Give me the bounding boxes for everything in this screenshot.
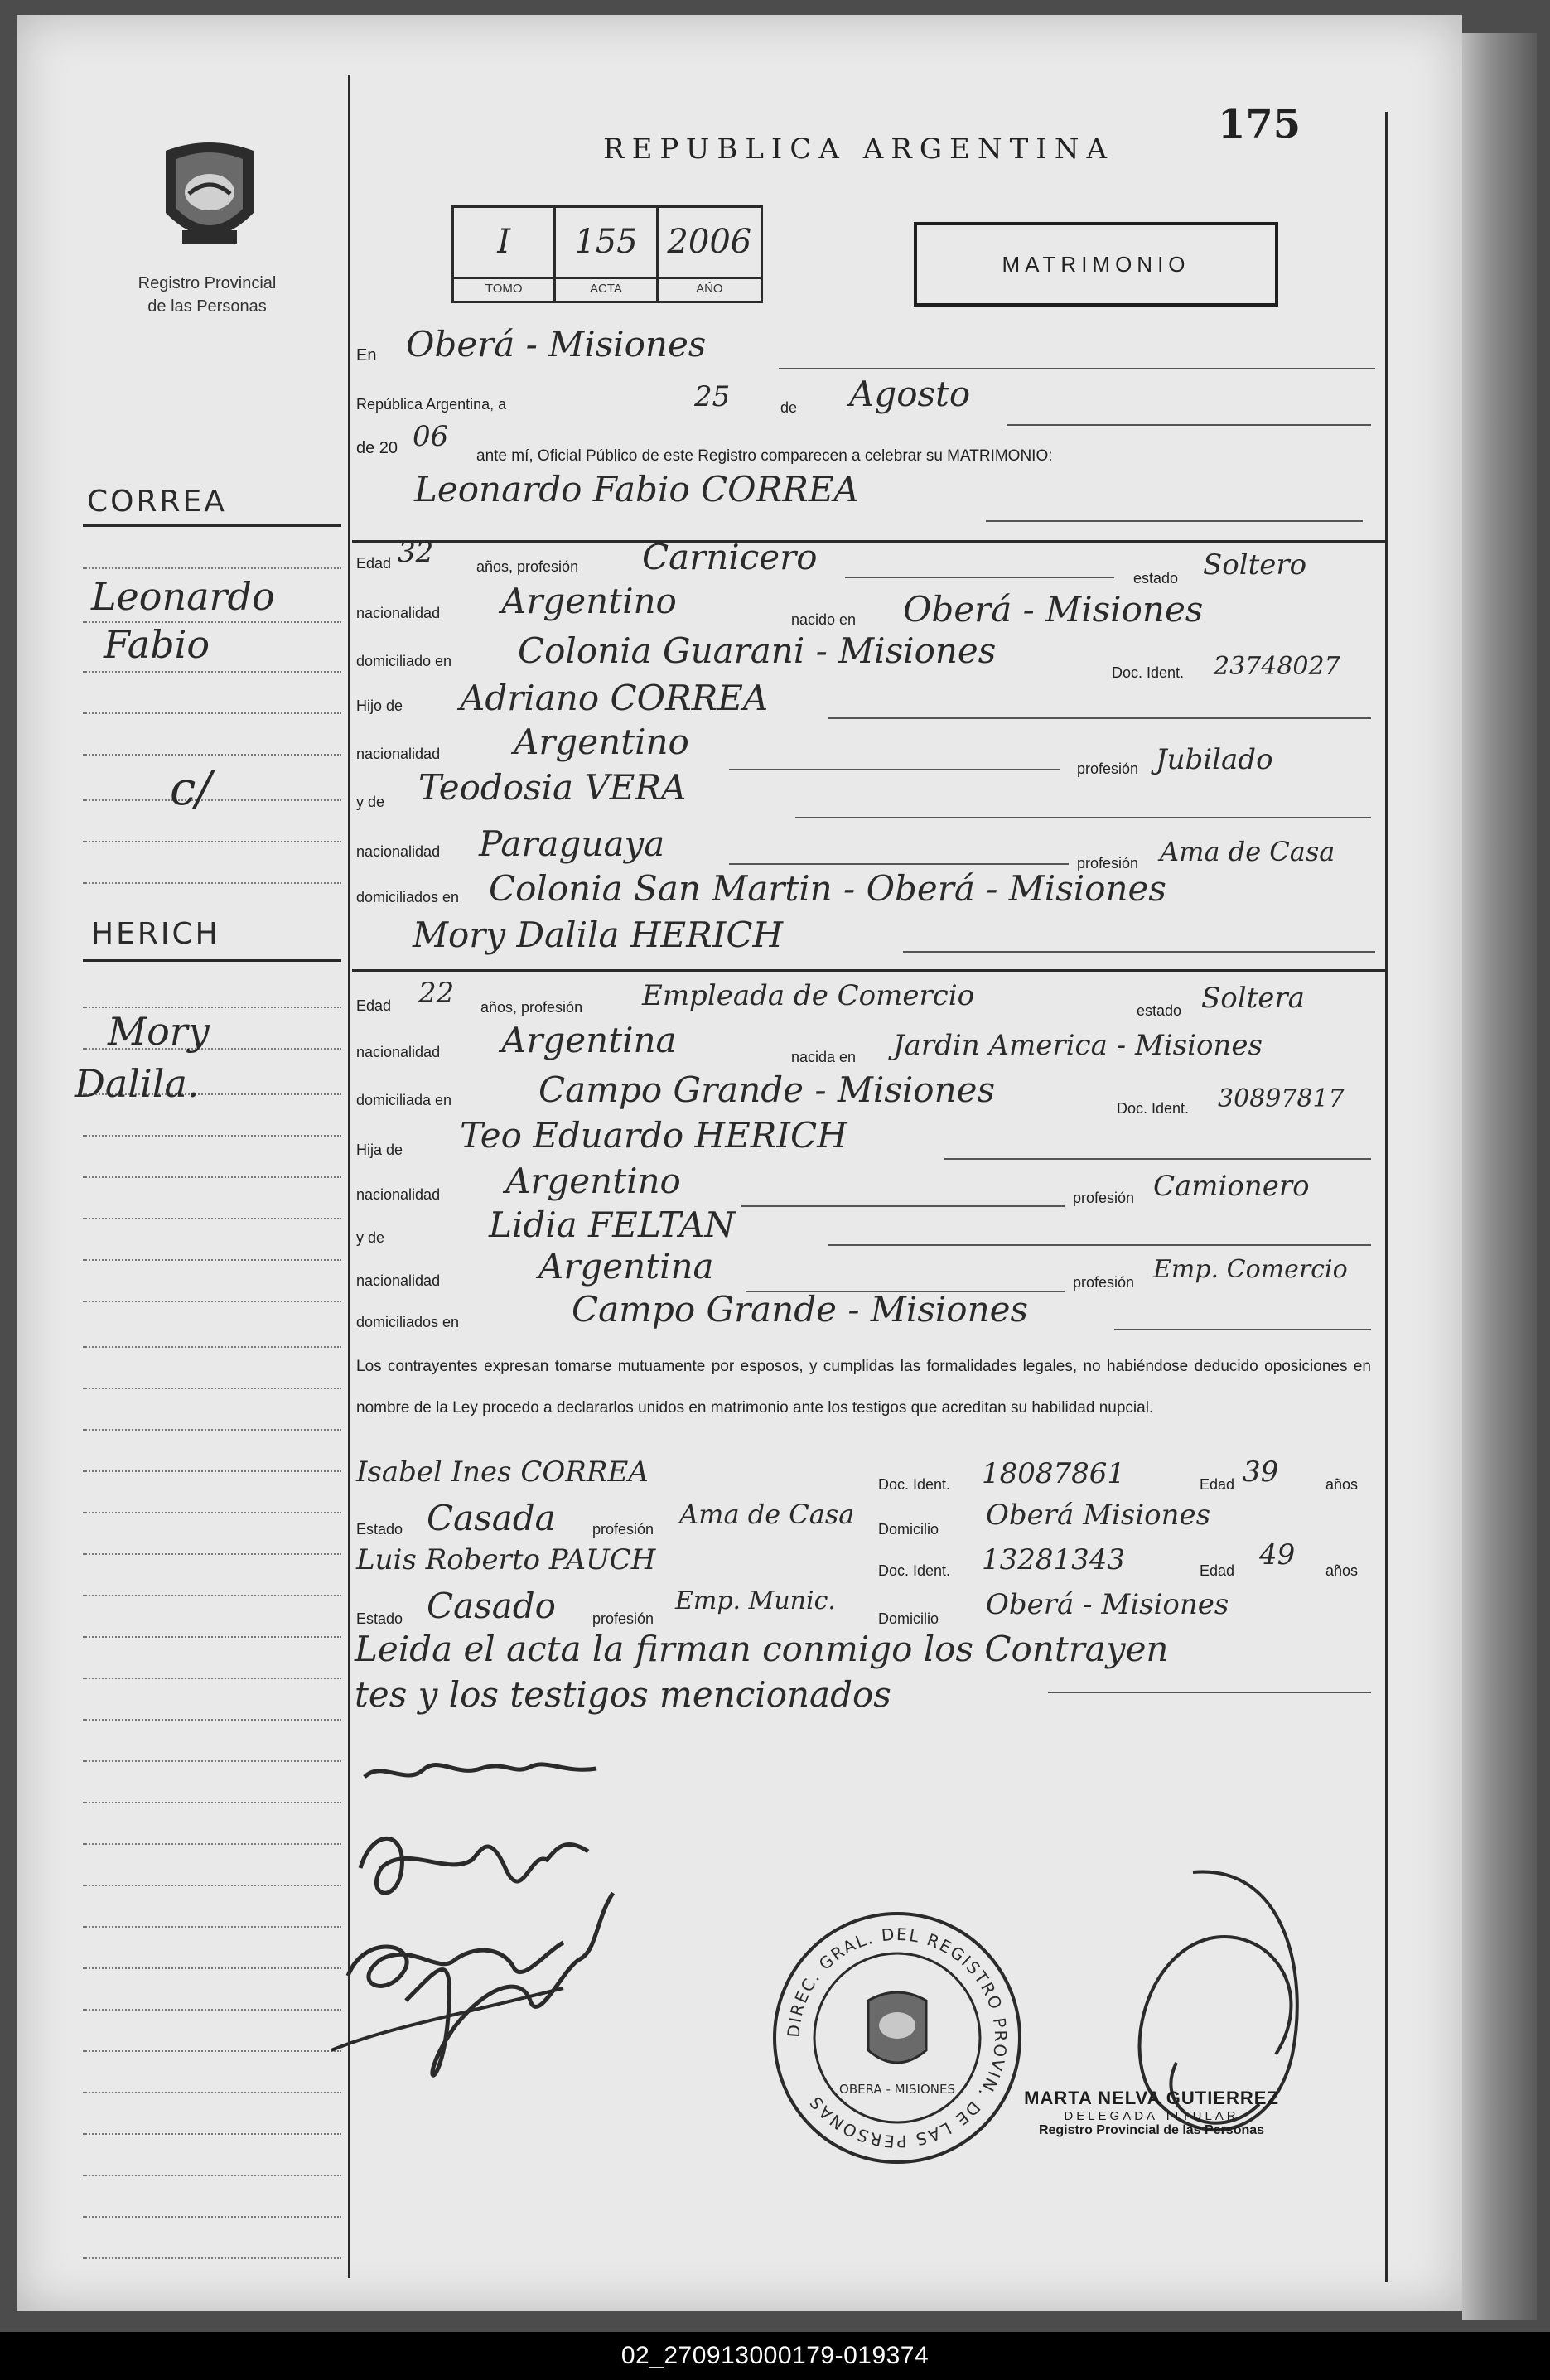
de-label: de (780, 399, 798, 416)
bride-parents-dom-label: domiciliados en (356, 1314, 460, 1330)
groom-parents-dom-label: domiciliados en (356, 889, 460, 905)
witness-2-profession: Emp. Munic. (675, 1586, 836, 1615)
svg-text:OBERA - MISIONES: OBERA - MISIONES (839, 2082, 955, 2097)
witness-1-doc: 18087861 (982, 1457, 1126, 1490)
witness-2-estado: Casado (427, 1586, 556, 1626)
witness-2-doc: 13281343 (982, 1543, 1126, 1576)
bride-nationality: Argentina (501, 1020, 677, 1060)
bride-birthplace: Jardin America - Misiones (893, 1029, 1263, 1062)
hija-label: Hija de (356, 1142, 403, 1158)
country-heading: REPUBLICA ARGENTINA (603, 133, 1115, 166)
groom-nat-label: nacionalidad (356, 605, 441, 621)
bride-mother: Lidia FELTAN (489, 1204, 736, 1245)
margin-bride-first-2: Dalila. (75, 1061, 200, 1106)
margin-bride-first-1: Mory (108, 1009, 210, 1054)
margin-groom-first-1: Leonardo (91, 574, 275, 619)
bride-father-profession: Camionero (1153, 1170, 1310, 1203)
signatures (315, 1752, 663, 2100)
registrar-office: Registro Provincial de las Personas (1038, 2123, 1265, 2137)
hijo-label: Hijo de (356, 698, 403, 714)
registrar-title: DELEGADA TITULAR (1064, 2109, 1239, 2123)
closing-line-1: Leida el acta la firman conmigo los Contrayen (355, 1629, 1169, 1669)
groom-edad-label: Edad (356, 555, 392, 572)
closing-line-2: tes y los testigos mencionados (355, 1674, 891, 1715)
bride-profession: Empleada de Comercio (642, 979, 975, 1012)
bride-mother-prof-label: profesión (1073, 1274, 1135, 1291)
witness-1-profession: Ama de Casa (679, 1499, 855, 1530)
bride-father-nat-line (741, 1205, 1065, 1207)
month-value: Agosto (849, 374, 971, 414)
declaration-paragraph: Los contrayentes expresan tomarse mutuamente por esposos, y cumplidas las formalidades legales, no habiéndose deducido oposiciones en nombre de la Ley procedo a declararlos unidos en matrimonio ante los testigos que acreditan su habilidad nupcial. (356, 1358, 1371, 1417)
closing-line-blank (1048, 1692, 1371, 1693)
bride-estado: Soltera (1201, 982, 1305, 1015)
registry-seal (769, 1909, 1026, 2166)
right-border (1385, 112, 1388, 2282)
bride-yde-label: y de (356, 1229, 385, 1246)
witness-2-prof-label: profesión (592, 1610, 654, 1627)
year-prefix: de 20 (356, 439, 398, 457)
groom-yde-label: y de (356, 794, 385, 810)
book-page-edge (1462, 33, 1537, 2320)
en-label: En (356, 346, 377, 364)
mother-nat-line (729, 863, 1069, 865)
file-id-bar (0, 2332, 1550, 2380)
groom-birthplace: Oberá - Misiones (903, 589, 1204, 630)
bride-parents-domicile: Campo Grande - Misiones (572, 1289, 1029, 1330)
groom-anos-label: años, profesión (476, 558, 579, 575)
groom-father-profession: Jubilado (1156, 743, 1273, 776)
groom-mother-profession: Ama de Casa (1160, 836, 1335, 867)
bride-doc: 30897817 (1218, 1084, 1345, 1113)
bride-father: Teo Eduardo HERICH (460, 1115, 847, 1156)
bride-edad-label: Edad (356, 997, 392, 1014)
bride-dom-label: domiciliada en (356, 1092, 452, 1108)
groom-father-nat-label: nacionalidad (356, 746, 441, 762)
bride-mother-nat-label: nacionalidad (356, 1272, 441, 1289)
bride-block-top-rule (352, 969, 1385, 972)
bride-nacida-label: nacida en (791, 1049, 857, 1065)
place-value: Oberá - Misiones (406, 324, 707, 364)
acta-cell: 155 ACTA (556, 208, 658, 301)
margin-connector: c/ (170, 762, 212, 816)
groom-mother: Teodosia VERA (418, 767, 687, 808)
bride-parents-dom-line (1114, 1329, 1371, 1330)
groom-full-name: Leonardo Fabio CORREA (414, 469, 859, 509)
groom-mother-nat-label: nacionalidad (356, 843, 441, 860)
day-value: 25 (694, 380, 731, 413)
groom-domicile: Colonia Guarani - Misiones (518, 630, 997, 671)
tomo-cell: I TOMO (454, 208, 556, 301)
svg-text:DIREC. GRAL. DEL REGISTRO PROV: DIREC. GRAL. DEL REGISTRO PROVIN. DE LAS PERSONAS (783, 1924, 1012, 2152)
bride-mother-nationality: Argentina (538, 1246, 714, 1287)
margin-groom-surname: CORREA (87, 485, 227, 519)
groom-doc-label: Doc. Ident. (1112, 664, 1185, 681)
bride-father-prof-label: profesión (1073, 1190, 1135, 1206)
witness-1-doc-label: Doc. Ident. (878, 1476, 951, 1493)
witness-2-estado-label: Estado (356, 1610, 403, 1627)
witness-2-age: 49 (1259, 1538, 1296, 1571)
groom-dom-label: domiciliado en (356, 653, 452, 669)
groom-mother-prof-label: profesión (1077, 855, 1139, 871)
groom-age: 32 (398, 536, 434, 569)
groom-father: Adriano CORREA (460, 678, 769, 718)
bride-father-nationality: Argentino (505, 1161, 681, 1201)
groom-prof-line (845, 577, 1114, 578)
bride-full-name: Mory Dalila HERICH (413, 915, 784, 955)
margin-bride-surname: HERICH (91, 917, 220, 951)
bride-father-nat-label: nacionalidad (356, 1186, 441, 1203)
year-suffix: 06 (413, 420, 449, 453)
ano-cell: 2006 AÑO (659, 208, 761, 301)
provincial-crest-icon (156, 134, 263, 258)
witness-1-edad-label: Edad (1200, 1476, 1235, 1493)
bride-father-line (944, 1158, 1371, 1160)
witness-2-edad-label: Edad (1200, 1562, 1235, 1579)
witness-2-name: Luis Roberto PAUCH (356, 1543, 656, 1576)
statement-text: ante mí, Oficial Público de este Registro comparecen a celebrar su MATRIMONIO: (476, 447, 1053, 465)
file-id: 02_270913000179-019374 (620, 2342, 930, 2369)
witness-1-prof-label: profesión (592, 1521, 654, 1538)
groom-father-nationality: Argentino (514, 722, 689, 762)
witness-2-doc-label: Doc. Ident. (878, 1562, 951, 1579)
witness-1-domicile: Oberá Misiones (986, 1499, 1211, 1532)
witness-1-estado: Casada (427, 1498, 556, 1538)
bride-name-line (903, 951, 1375, 953)
bride-estado-label: estado (1137, 1002, 1182, 1019)
father-line (828, 717, 1371, 719)
groom-parents-domicile: Colonia San Martin - Oberá - Misiones (489, 868, 1166, 909)
month-line (1007, 424, 1371, 426)
witness-1-estado-label: Estado (356, 1521, 403, 1538)
groom-father-prof-label: profesión (1077, 760, 1139, 777)
bride-doc-label: Doc. Ident. (1117, 1100, 1190, 1117)
tomo-acta-ano-box (451, 205, 763, 303)
groom-block-top-rule (352, 540, 1385, 543)
bride-mother-profession: Emp. Comercio (1153, 1255, 1348, 1284)
registrar-name: MARTA NELVA GUTIERREZ (1024, 2088, 1279, 2108)
groom-mother-nationality: Paraguaya (479, 823, 665, 864)
bride-nat-label: nacionalidad (356, 1044, 441, 1060)
registrar-stamp (1007, 2088, 1296, 2138)
groom-nacido-label: nacido en (791, 611, 857, 628)
witness-1-name: Isabel Ines CORREA (356, 1456, 649, 1489)
folio-number: 175 (1218, 101, 1301, 147)
witness-2-anos-label: años (1325, 1562, 1359, 1579)
witness-1-age: 39 (1243, 1456, 1279, 1489)
witness-2-domicile: Oberá - Misiones (986, 1588, 1229, 1621)
groom-profession: Carnicero (642, 537, 818, 577)
witness-2-dom-label: Domicilio (878, 1610, 939, 1627)
bride-anos-label: años, profesión (480, 999, 583, 1016)
witness-1-anos-label: años (1325, 1476, 1359, 1493)
registry-name: Registro Provincial de las Personas (138, 274, 277, 316)
bride-domicile: Campo Grande - Misiones (538, 1069, 996, 1110)
witness-1-dom-label: Domicilio (878, 1521, 939, 1538)
groom-name-line (986, 520, 1363, 522)
record-type-box: MATRIMONIO (914, 222, 1278, 307)
groom-estado: Soltero (1203, 548, 1307, 582)
margin-groom-first-2: Fabio (104, 622, 210, 667)
bride-mother-line (828, 1244, 1371, 1246)
republica-label: República Argentina, a (356, 396, 507, 413)
groom-doc: 23748027 (1214, 652, 1340, 681)
mother-line (795, 817, 1371, 818)
groom-estado-label: estado (1133, 570, 1179, 587)
father-nat-line (729, 769, 1060, 770)
groom-nationality: Argentino (501, 581, 677, 621)
place-line (779, 368, 1375, 369)
bride-age: 22 (418, 977, 455, 1010)
